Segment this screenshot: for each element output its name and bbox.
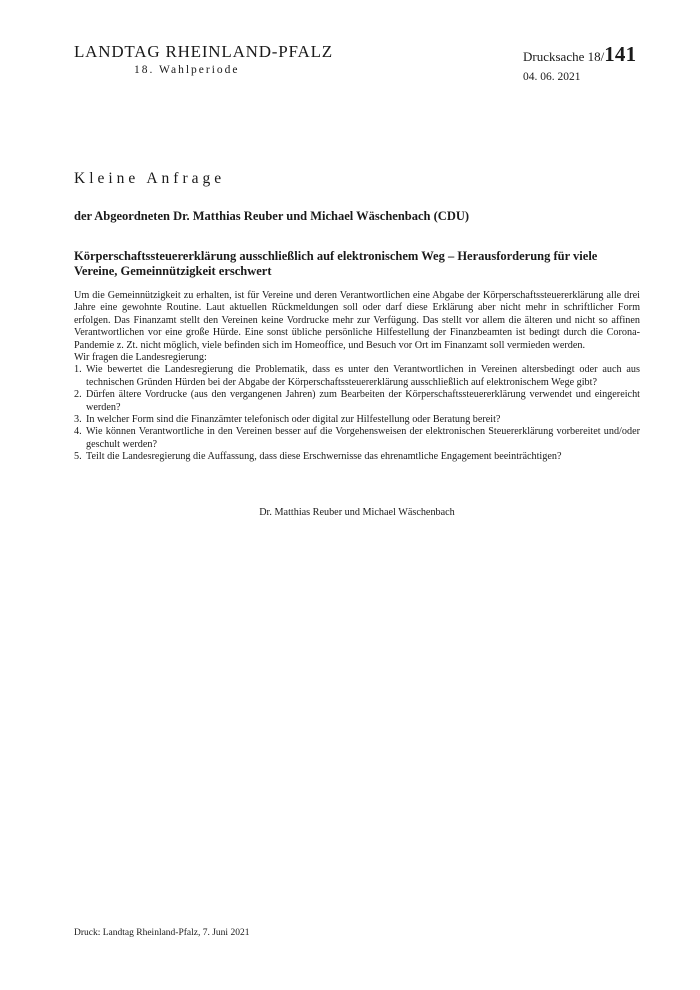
question-number: 3. [74,414,82,426]
question-number: 4. [74,426,82,438]
subject-heading: Körperschaftssteuererklärung ausschließlich auf elektronischem Weg – Herausforderung für viele Vereine, Gemeinnützigkeit erschwert [74,249,598,278]
question-item [74,426,640,451]
parliament-header [74,42,333,78]
authors-line: der Abgeordneten Dr. Matthias Reuber und Michael Wäschenbach (CDU) [74,209,470,223]
question-text: Teilt die Landesregierung die Auffassung, dass diese Erschwernisse das ehrenamtliche Engagement beeinträchtigen? [86,451,562,463]
question-item [74,389,640,414]
question-number: 1. [74,364,82,376]
question-item [74,451,640,463]
document-type-heading: Kleine Anfrage [74,170,226,187]
document-date: 04. 06. 2021 [523,71,581,83]
question-item [74,414,640,426]
question-text: In welcher Form sind die Finanzämter telefonisch oder digital zur Hilfestellung oder Beratung bereit? [86,414,501,426]
questions-intro: Wir fragen die Landesregierung: [74,352,207,364]
question-text: Dürfen ältere Vordrucke (aus den vergangenen Jahren) zum Bearbeiten der Körperschaftssteuererklärung verwendet und eingereicht werden? [86,389,640,413]
question-number: 2. [74,389,82,401]
document-number: 141 [604,42,637,66]
legislative-period: 18. Wahlperiode [134,64,240,76]
document-label: Drucksache 18/ [523,49,605,64]
body-text [74,290,640,464]
print-footer: Druck: Landtag Rheinland-Pfalz, 7. Juni 2021 [74,928,250,938]
signature: Dr. Matthias Reuber und Michael Wäschenbach [259,507,455,518]
parliament-name: LANDTAG RHEINLAND-PFALZ [74,42,333,61]
document-number-line [523,44,636,67]
question-text: Wie können Verantwortliche in den Vereinen besser auf die Vorgehensweisen der elektronischen Steuererklärung vorbereitet und/oder geschult werden? [86,426,640,450]
question-number: 5. [74,451,82,463]
document-reference [523,44,636,85]
intro-paragraph: Um die Gemeinnützigkeit zu erhalten, ist für Vereine und deren Verantwortlichen eine Abgabe der Körperschaftssteuererklärung alle drei Jahre eine gewohnte Routine. Laut aktuellen Rückmeldungen soll oder darf diese Erklärung aber nicht mehr in schriftlicher Form erfolgen. Das Finanzamt stellt den Vereinen keine Vordrucke mehr zur Verfügung. Das stellt vor allem die älteren und nicht so affinen Verantwortlichen vor eine große Hürde. Eine sonst übliche persönliche Hilfestellung der Finanzbeamten ist bedingt durch die Corona-Pandemie z. Zt. nicht möglich, viele befinden sich im Homeoffice, und Besuch vor Ort im Finanzamt soll vermieden werden. [74,290,640,351]
question-text: Wie bewertet die Landesregierung die Problematik, dass es unter den Verantwortlichen in Vereinen altersbedingt oder auch aus technischen Gründen Hürden bei der Abgabe der Körperschaftssteuererklärung ausschließlich auf elektronischem Wege gibt? [86,364,640,388]
questions-list [74,364,640,463]
question-item [74,364,640,389]
